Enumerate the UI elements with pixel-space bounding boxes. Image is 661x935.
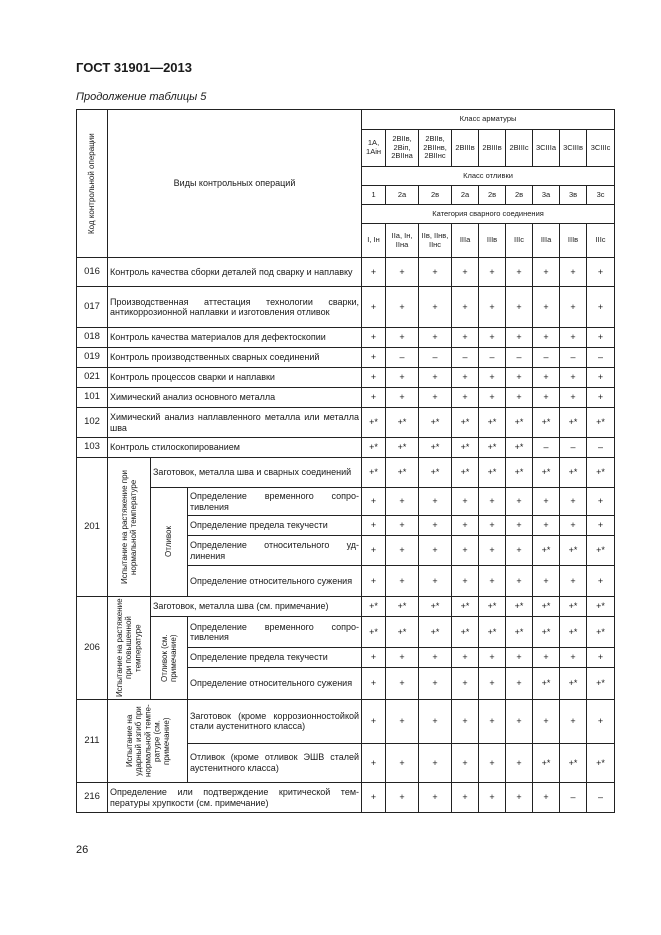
mark: + xyxy=(452,287,479,328)
mark: + xyxy=(362,287,386,328)
mark: +* xyxy=(560,668,587,700)
mark: + xyxy=(479,287,506,328)
fitting-class: 2ВІІв, 2ВІІнв, 2ВІІнс xyxy=(419,130,452,167)
mark: + xyxy=(452,566,479,597)
operation-name: Определение или подтверждение критической температуры хрупкости (см. примечание) xyxy=(108,783,362,813)
mark: + xyxy=(479,488,506,516)
mark: +* xyxy=(452,438,479,458)
operation-name: Определение относительного сужения xyxy=(188,566,362,597)
mark: + xyxy=(362,700,386,744)
operation-name: Заготовок (кроме коррозионностойкой стали аустенитного класса) xyxy=(188,700,362,744)
control-operations-table xyxy=(76,109,615,813)
operation-name: Химический анализ основного металла xyxy=(108,388,362,408)
mark: + xyxy=(479,258,506,287)
mark: + xyxy=(479,388,506,408)
fitting-class: 1А, 1Аін xyxy=(362,130,386,167)
mark: + xyxy=(560,258,587,287)
mark: + xyxy=(533,783,560,813)
group-label-cell xyxy=(108,458,151,597)
mark: + xyxy=(506,566,533,597)
casting-class: 3с xyxy=(587,186,615,205)
operation-code: 017 xyxy=(77,287,108,328)
mark: + xyxy=(560,516,587,536)
mark: + xyxy=(533,488,560,516)
fitting-class: 3СІІІа xyxy=(533,130,560,167)
mark: +* xyxy=(386,438,419,458)
fitting-class: 2ВІІІв xyxy=(452,130,479,167)
mark: +* xyxy=(587,458,615,488)
header-code-label: Код контрольной операции xyxy=(87,133,97,234)
mark: +* xyxy=(452,617,479,648)
mark: +* xyxy=(452,458,479,488)
casting-class: 2а xyxy=(386,186,419,205)
mark: +* xyxy=(506,617,533,648)
mark: + xyxy=(362,328,386,348)
operation-name: Производственная аттестация технологии сварки, антикоррозионной наплавки и изготовления отливок xyxy=(108,287,362,328)
operation-name: Контроль качества материалов для дефектоскопии xyxy=(108,328,362,348)
mark: +* xyxy=(386,408,419,438)
mark: – xyxy=(386,348,419,368)
mark: + xyxy=(587,488,615,516)
group-label-cell xyxy=(108,597,151,700)
casting-class: 1 xyxy=(362,186,386,205)
mark: + xyxy=(533,648,560,668)
mark: – xyxy=(587,438,615,458)
mark: + xyxy=(452,516,479,536)
operation-code: 206 xyxy=(77,597,108,700)
mark: +* xyxy=(479,438,506,458)
mark: +* xyxy=(587,597,615,617)
header-weld-category: Категория сварного соединения xyxy=(362,205,615,224)
operation-name: Отливок (кроме отливок ЭШВ сталей аустенитного класса) xyxy=(188,743,362,782)
mark: + xyxy=(479,566,506,597)
mark: + xyxy=(386,536,419,566)
mark: + xyxy=(362,743,386,782)
mark: +* xyxy=(560,536,587,566)
mark: + xyxy=(587,648,615,668)
mark: + xyxy=(362,258,386,287)
mark: +* xyxy=(533,597,560,617)
mark: + xyxy=(479,700,506,744)
mark: + xyxy=(533,700,560,744)
mark: + xyxy=(386,783,419,813)
operation-name: Определение относительного удлинения xyxy=(188,536,362,566)
mark: – xyxy=(560,348,587,368)
mark: + xyxy=(419,258,452,287)
mark: + xyxy=(419,743,452,782)
mark: + xyxy=(362,668,386,700)
operation-name: Определение относительного сужения xyxy=(188,668,362,700)
weld-category: I, Iн xyxy=(362,224,386,258)
table-row xyxy=(77,388,615,408)
mark: +* xyxy=(419,617,452,648)
mark: +* xyxy=(419,408,452,438)
mark: +* xyxy=(587,617,615,648)
operation-code: 102 xyxy=(77,408,108,438)
mark: +* xyxy=(533,408,560,438)
mark: + xyxy=(419,783,452,813)
castings-label-cell xyxy=(151,617,188,700)
mark: + xyxy=(419,700,452,744)
mark: + xyxy=(560,328,587,348)
mark: + xyxy=(419,488,452,516)
mark: + xyxy=(452,783,479,813)
mark: + xyxy=(506,388,533,408)
table-row xyxy=(77,368,615,388)
casting-class: 2в xyxy=(419,186,452,205)
mark: + xyxy=(452,368,479,388)
mark: + xyxy=(386,743,419,782)
weld-category: IIа, Iн, IIна xyxy=(386,224,419,258)
mark: +* xyxy=(506,458,533,488)
table-row xyxy=(77,458,615,488)
table-row xyxy=(77,287,615,328)
weld-category: IIIс xyxy=(587,224,615,258)
fitting-class: 2ВІІІв xyxy=(479,130,506,167)
mark: + xyxy=(386,648,419,668)
operation-code: 019 xyxy=(77,348,108,368)
mark: +* xyxy=(362,458,386,488)
mark: + xyxy=(479,368,506,388)
mark: + xyxy=(533,328,560,348)
group-label: Испытание на растяжение при повышенной температуре xyxy=(115,598,143,698)
mark: +* xyxy=(506,597,533,617)
weld-category: IIIс xyxy=(506,224,533,258)
mark: + xyxy=(386,488,419,516)
mark: +* xyxy=(419,438,452,458)
group-label: Испытание на ударный изгиб при нормальной температуре (см. примечание) xyxy=(124,704,171,778)
operation-code: 021 xyxy=(77,368,108,388)
table-row xyxy=(77,488,615,516)
table-row xyxy=(77,328,615,348)
document-code: ГОСТ 31901—2013 xyxy=(76,60,192,75)
operation-name: Химический анализ наплавленного металла или металла шва xyxy=(108,408,362,438)
casting-class: 3а xyxy=(533,186,560,205)
weld-category: IIIв xyxy=(479,224,506,258)
mark: + xyxy=(587,287,615,328)
mark: + xyxy=(587,516,615,536)
mark: + xyxy=(362,488,386,516)
table-row xyxy=(77,408,615,438)
mark: + xyxy=(419,287,452,328)
mark: +* xyxy=(560,408,587,438)
mark: + xyxy=(386,700,419,744)
mark: + xyxy=(587,700,615,744)
mark: + xyxy=(506,516,533,536)
mark: + xyxy=(452,328,479,348)
weld-category: IIв, IIнв, IIнс xyxy=(419,224,452,258)
mark: + xyxy=(419,328,452,348)
casting-class: 2а xyxy=(452,186,479,205)
mark: + xyxy=(419,388,452,408)
mark: +* xyxy=(362,617,386,648)
table-row xyxy=(77,617,615,648)
mark: + xyxy=(533,287,560,328)
mark: + xyxy=(506,258,533,287)
mark: +* xyxy=(386,617,419,648)
mark: + xyxy=(560,700,587,744)
mark: + xyxy=(533,566,560,597)
mark: +* xyxy=(452,408,479,438)
mark: +* xyxy=(560,617,587,648)
mark: + xyxy=(419,668,452,700)
mark: + xyxy=(506,536,533,566)
mark: + xyxy=(452,743,479,782)
mark: – xyxy=(587,348,615,368)
mark: + xyxy=(560,388,587,408)
fitting-class: 3СІІІв xyxy=(560,130,587,167)
mark: + xyxy=(560,648,587,668)
mark: + xyxy=(362,536,386,566)
mark: +* xyxy=(506,408,533,438)
mark: +* xyxy=(587,668,615,700)
castings-label: Отливок (см. примечание) xyxy=(159,634,178,682)
mark: +* xyxy=(560,743,587,782)
mark: + xyxy=(386,388,419,408)
mark: + xyxy=(479,536,506,566)
mark: + xyxy=(479,648,506,668)
mark: + xyxy=(419,368,452,388)
mark: – xyxy=(506,348,533,368)
mark: + xyxy=(560,488,587,516)
casting-class: 2в xyxy=(479,186,506,205)
operation-code: 216 xyxy=(77,783,108,813)
mark: + xyxy=(587,258,615,287)
mark: +* xyxy=(419,597,452,617)
mark: + xyxy=(506,328,533,348)
mark: + xyxy=(479,783,506,813)
mark: + xyxy=(452,388,479,408)
table-row xyxy=(77,348,615,368)
operation-code: 211 xyxy=(77,700,108,783)
table-row xyxy=(77,438,615,458)
mark: + xyxy=(506,648,533,668)
mark: + xyxy=(587,368,615,388)
casting-class: 3в xyxy=(560,186,587,205)
mark: – xyxy=(533,438,560,458)
mark: +* xyxy=(386,458,419,488)
mark: + xyxy=(506,668,533,700)
mark: +* xyxy=(362,597,386,617)
mark: + xyxy=(479,328,506,348)
mark: + xyxy=(560,368,587,388)
mark: +* xyxy=(533,617,560,648)
header-fitting-class: Класс арматуры xyxy=(362,110,615,130)
table-row xyxy=(77,258,615,287)
operation-code: 101 xyxy=(77,388,108,408)
mark: + xyxy=(362,368,386,388)
mark: + xyxy=(587,328,615,348)
mark: +* xyxy=(587,536,615,566)
table-caption: Продолжение таблицы 5 xyxy=(76,91,207,103)
mark: + xyxy=(419,566,452,597)
mark: + xyxy=(419,516,452,536)
mark: +* xyxy=(560,458,587,488)
casting-class: 2в xyxy=(506,186,533,205)
mark: – xyxy=(479,348,506,368)
mark: + xyxy=(506,700,533,744)
header-casting-class: Класс отливки xyxy=(362,167,615,186)
mark: +* xyxy=(587,743,615,782)
operation-code: 103 xyxy=(77,438,108,458)
mark: + xyxy=(452,700,479,744)
mark: + xyxy=(479,668,506,700)
mark: + xyxy=(386,287,419,328)
mark: + xyxy=(386,328,419,348)
mark: – xyxy=(419,348,452,368)
table-row xyxy=(77,597,615,617)
mark: + xyxy=(452,536,479,566)
operation-name: Контроль качества сборки деталей под сварку и наплавку xyxy=(108,258,362,287)
fitting-class: 2ВІІв, 2Віп, 2ВІІна xyxy=(386,130,419,167)
mark: + xyxy=(533,258,560,287)
mark: + xyxy=(506,743,533,782)
mark: + xyxy=(362,516,386,536)
mark: + xyxy=(533,388,560,408)
table-row xyxy=(77,700,615,744)
mark: + xyxy=(506,488,533,516)
mark: + xyxy=(386,368,419,388)
mark: + xyxy=(587,566,615,597)
mark: + xyxy=(452,488,479,516)
operation-code: 018 xyxy=(77,328,108,348)
table-row xyxy=(77,783,615,813)
mark: + xyxy=(560,287,587,328)
group-label: Испытание на растяжение при нормальной температуре xyxy=(119,470,138,585)
mark: – xyxy=(587,783,615,813)
operation-code: 201 xyxy=(77,458,108,597)
operation-name: Контроль процессов сварки и наплавки xyxy=(108,368,362,388)
operation-name: Контроль стилоскопированием xyxy=(108,438,362,458)
mark: + xyxy=(479,516,506,536)
mark: + xyxy=(533,516,560,536)
mark: – xyxy=(560,783,587,813)
mark: +* xyxy=(479,458,506,488)
mark: – xyxy=(560,438,587,458)
mark: + xyxy=(386,668,419,700)
operation-name: Определение временного сопротивления xyxy=(188,617,362,648)
mark: +* xyxy=(419,458,452,488)
operation-code: 016 xyxy=(77,258,108,287)
mark: + xyxy=(386,258,419,287)
mark: + xyxy=(386,516,419,536)
mark: + xyxy=(506,287,533,328)
mark: +* xyxy=(479,408,506,438)
mark: + xyxy=(587,388,615,408)
mark: +* xyxy=(479,597,506,617)
mark: +* xyxy=(533,743,560,782)
mark: +* xyxy=(479,617,506,648)
mark: + xyxy=(452,648,479,668)
castings-label: Отливок xyxy=(164,526,174,558)
mark: – xyxy=(452,348,479,368)
mark: + xyxy=(362,348,386,368)
mark: + xyxy=(419,648,452,668)
operation-name: Заготовок, металла шва (см. примечание) xyxy=(151,597,362,617)
mark: + xyxy=(560,566,587,597)
weld-category: IIIа xyxy=(533,224,560,258)
mark: – xyxy=(533,348,560,368)
mark: + xyxy=(362,783,386,813)
mark: +* xyxy=(452,597,479,617)
mark: + xyxy=(362,388,386,408)
mark: +* xyxy=(533,668,560,700)
page-number: 26 xyxy=(76,844,89,856)
fitting-class: 3СІІІс xyxy=(587,130,615,167)
mark: + xyxy=(452,668,479,700)
mark: + xyxy=(419,536,452,566)
mark: + xyxy=(506,368,533,388)
mark: + xyxy=(362,648,386,668)
mark: + xyxy=(533,368,560,388)
operation-name: Контроль производственных сварных соединений xyxy=(108,348,362,368)
operation-name: Определение предела текучести xyxy=(188,516,362,536)
weld-category: IIIв xyxy=(560,224,587,258)
mark: + xyxy=(506,783,533,813)
mark: +* xyxy=(533,536,560,566)
mark: +* xyxy=(362,438,386,458)
mark: +* xyxy=(533,458,560,488)
mark: + xyxy=(386,566,419,597)
mark: +* xyxy=(587,408,615,438)
header-ops-label: Виды контрольных операций xyxy=(108,110,362,258)
operation-name: Заготовок, металла шва и сварных соединений xyxy=(151,458,362,488)
mark: +* xyxy=(560,597,587,617)
header-code-cell xyxy=(77,110,108,258)
operation-name: Определение временного сопротивления xyxy=(188,488,362,516)
mark: + xyxy=(479,743,506,782)
fitting-class: 2ВІІІс xyxy=(506,130,533,167)
mark: + xyxy=(362,566,386,597)
group-label-cell xyxy=(108,700,188,783)
castings-label-cell xyxy=(151,488,188,597)
operation-name: Определение предела текучести xyxy=(188,648,362,668)
mark: +* xyxy=(506,438,533,458)
weld-category: IIIа xyxy=(452,224,479,258)
mark: +* xyxy=(362,408,386,438)
mark: + xyxy=(452,258,479,287)
mark: +* xyxy=(386,597,419,617)
